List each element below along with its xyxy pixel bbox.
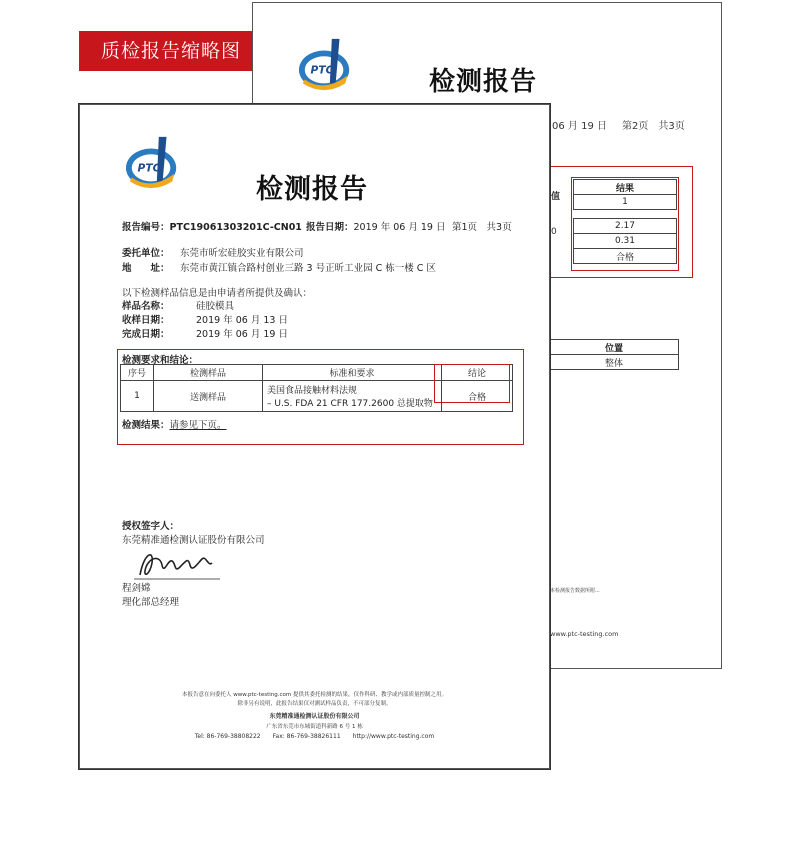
highlight-box-inner (571, 177, 679, 271)
receive-date-label: 收样日期： (122, 315, 170, 326)
complete-date: 2019 年 06 月 19 日 (196, 329, 288, 340)
report-no-label: 报告编号： (122, 222, 170, 233)
back-position-table (549, 339, 679, 370)
thumbnail-banner: 质检报告缩略图 (79, 31, 263, 71)
result-cell: 2.17 (574, 219, 677, 234)
back-website: www.ptc-testing.com (550, 630, 619, 638)
signer-title: 理化部总经理 (122, 597, 180, 608)
row-no: 1 (121, 381, 154, 412)
col-header-standard: 标准和要求 (263, 365, 442, 381)
result-cell: 1 (574, 195, 677, 210)
row-standard-line1: 美国食品接触材料法规 (267, 386, 358, 396)
report-date: 2019 年 06 月 19 日 (353, 222, 446, 233)
signature-image (132, 545, 222, 585)
page-info: 第1页 共3页 (452, 222, 512, 233)
row-sample: 送测样品 (154, 381, 263, 412)
address-label: 地 址： (122, 263, 170, 274)
company-name: 东莞精准通检测认证股份有限公司 (122, 535, 265, 546)
complete-date-label: 完成日期： (122, 329, 170, 340)
col-header-conclusion: 结论 (442, 365, 513, 381)
address-value: 东莞市黄江镇合路村创业三路 3 号正昕工业园 C 栋一楼 C 区 (180, 263, 436, 274)
footer-disclaimer-2: 除非另有说明，此报告结果仅对测试样品负责，不可部分复制。 (237, 701, 392, 707)
ptc-logo-icon (124, 135, 182, 191)
svg-text:PTC: PTC (137, 161, 161, 175)
result-text: 请参见下页。 (169, 420, 227, 431)
client-label: 委托单位： (122, 248, 170, 259)
row-conclusion: 合格 (442, 381, 513, 412)
report-date-label: 报告日期： (306, 222, 354, 233)
result-cell: 合格 (574, 249, 677, 264)
results-header: 结果 (574, 180, 677, 195)
sample-name: 硅胶模具 (196, 301, 235, 312)
receive-date: 2019 年 06 月 13 日 (196, 315, 288, 326)
sample-note: 以下检测样品信息是由申请者所提供及确认： (122, 288, 313, 299)
conclusion-cell-highlight (434, 364, 510, 403)
footer-contact: Tel: 86-769-38808222 Fax: 86-769-38826111 http://www.ptc-testing.com (194, 733, 435, 740)
back-small-note: 本检测报告数据所附... (550, 588, 600, 594)
svg-text:PTC: PTC (310, 63, 334, 77)
footer-company: 东莞精准通检测认证股份有限公司 (269, 713, 360, 720)
col-header-sample: 检测样品 (154, 365, 263, 381)
front-report-page (79, 104, 550, 769)
footer-address: 广东省东莞市东城街道科新路 6 号 1 栋 (266, 724, 363, 730)
position-value: 整体 (550, 355, 679, 370)
back-date-fragment: 06 月 19 日 (552, 121, 607, 132)
client-value: 东莞市昕宏硅胶实业有限公司 (180, 248, 304, 259)
requirements-label: 检测要求和结论： (122, 355, 199, 366)
col-header-no: 序号 (121, 365, 154, 381)
back-col-fragment: 值 (551, 192, 561, 202)
back-report-title: 检测报告 (429, 67, 538, 97)
ptc-logo-icon (297, 37, 355, 93)
footer-disclaimer-1: 本报告意在向委托人 www.ptc-testing.com 提供其委托检测的结果，仅作科研、教学或内部质量控制之用。 (182, 692, 447, 698)
position-header: 位置 (550, 340, 679, 355)
result-cell: 0.31 (574, 234, 677, 249)
back-page-info: 第2页 共3页 (622, 121, 685, 132)
report-no: PTC19061303201C-CN01 (169, 222, 302, 233)
sample-name-label: 样品名称： (122, 301, 170, 312)
back-row-fragment: 0 (551, 227, 557, 237)
row-standard-line2: – U.S. FDA 21 CFR 177.2600 总提取物 (267, 399, 433, 409)
result-label: 检测结果： (122, 420, 170, 431)
signer-name: 程剑嫦 (122, 583, 151, 594)
report-title: 检测报告 (256, 174, 368, 205)
signatory-label: 授权签字人： (122, 521, 180, 532)
